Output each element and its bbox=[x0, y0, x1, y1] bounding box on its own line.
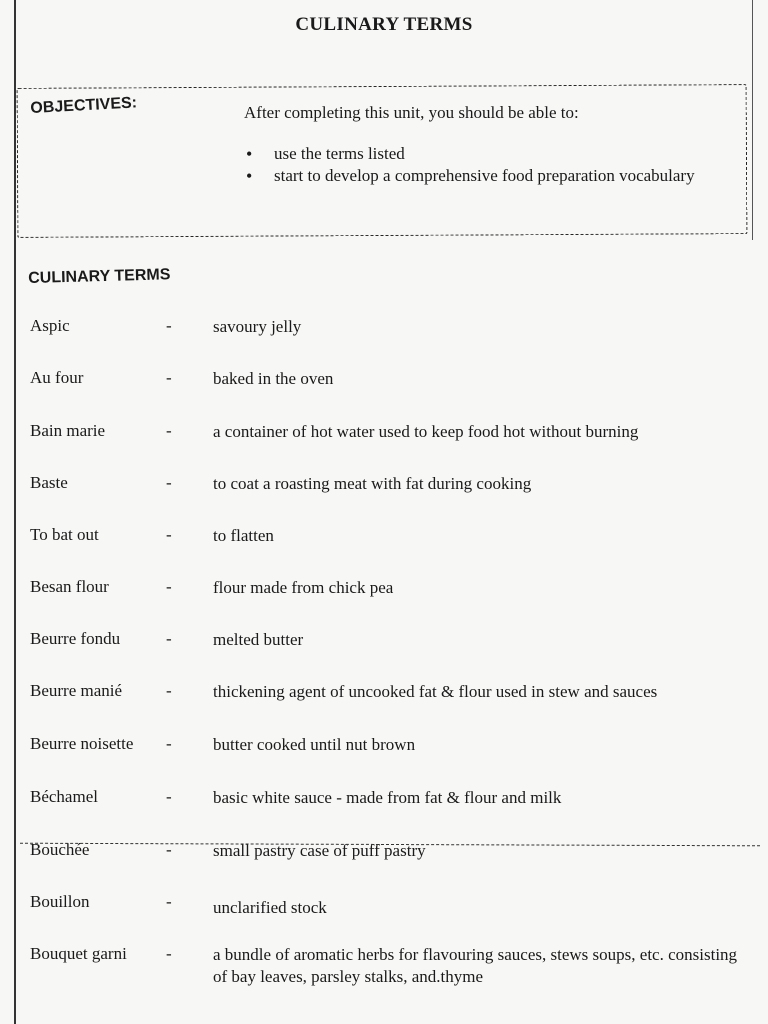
term: Beurre manié bbox=[30, 681, 123, 700]
term-definition: to flatten bbox=[213, 526, 274, 545]
term-separator: - bbox=[166, 525, 172, 544]
term: Bain marie bbox=[30, 421, 106, 440]
term-separator: - bbox=[166, 787, 172, 806]
objective-item: • use the terms listed bbox=[244, 144, 714, 164]
term-separator: - bbox=[166, 577, 172, 596]
objective-item: • start to develop a comprehensive food preparation vocabulary bbox=[244, 166, 714, 186]
objectives-intro: After completing this unit, you should be able to: bbox=[244, 103, 579, 122]
page-edge-line bbox=[14, 0, 16, 1024]
term: Bouquet garni bbox=[30, 944, 127, 963]
term-definition: a bundle of aromatic herbs for flavouring sauces, stews soups, etc. consisting of bay leaves, parsley stalks, and.thyme bbox=[213, 945, 738, 986]
term-separator: - bbox=[166, 840, 172, 859]
term-definition: thickening agent of uncooked fat & flour used in stew and sauces bbox=[213, 682, 658, 701]
section-heading: CULINARY TERMS bbox=[28, 266, 171, 287]
term-separator: - bbox=[166, 629, 172, 648]
term-separator: - bbox=[166, 944, 172, 963]
term: Au four bbox=[30, 368, 84, 387]
objectives-label: OBJECTIVES: bbox=[30, 94, 138, 117]
term-separator: - bbox=[166, 681, 172, 700]
term: Bouillon bbox=[30, 892, 90, 911]
page-edge-line-right bbox=[752, 0, 753, 240]
term: Beurre noisette bbox=[30, 734, 134, 753]
term: Béchamel bbox=[30, 787, 98, 806]
term: Bouchée bbox=[30, 840, 90, 859]
term-definition: melted butter bbox=[213, 630, 304, 649]
term-definition: a container of hot water used to keep food hot without burning bbox=[213, 422, 639, 441]
term-definition: basic white sauce - made from fat & flour and milk bbox=[213, 788, 562, 807]
term-definition: unclarified stock bbox=[213, 898, 327, 917]
term-definition: savoury jelly bbox=[213, 317, 302, 336]
term-separator: - bbox=[166, 421, 172, 440]
term-separator: - bbox=[166, 368, 172, 387]
term-definition: baked in the oven bbox=[213, 369, 334, 388]
term-separator: - bbox=[166, 473, 172, 492]
page-title: CULINARY TERMS bbox=[295, 14, 473, 35]
term: To bat out bbox=[30, 525, 99, 544]
objectives-list bbox=[244, 144, 714, 188]
term: Besan flour bbox=[30, 577, 109, 596]
term-definition: to coat a roasting meat with fat during cooking bbox=[213, 474, 532, 493]
term: Baste bbox=[30, 473, 68, 492]
term-definition: flour made from chick pea bbox=[213, 578, 394, 597]
term-separator: - bbox=[166, 316, 172, 335]
term-separator: - bbox=[166, 892, 172, 911]
term: Aspic bbox=[30, 316, 70, 335]
term-separator: - bbox=[166, 734, 172, 753]
term: Beurre fondu bbox=[30, 629, 121, 648]
term-definition: butter cooked until nut brown bbox=[213, 735, 416, 754]
term-definition: small pastry case of puff pastry bbox=[213, 841, 426, 860]
